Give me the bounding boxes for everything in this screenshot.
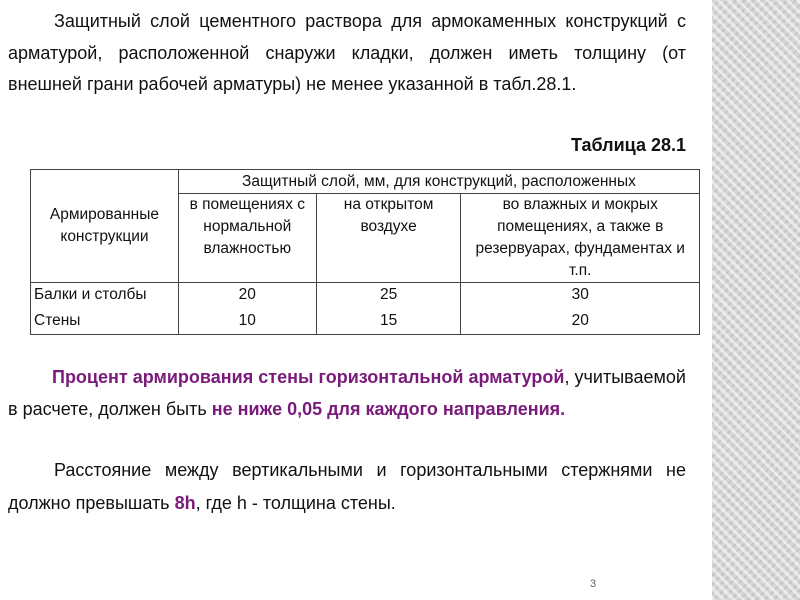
cell-value: 10 [178, 310, 316, 335]
reinforcement-percent-paragraph [8, 361, 686, 425]
highlight-text: Процент армирования стены горизонтальной арматурой [52, 367, 565, 387]
protective-layer-table [30, 169, 700, 335]
page-number: 3 [590, 578, 597, 590]
subheader-wet-rooms: во влажных и мокрых помещениях, а также в резервуарах, фундаментах и т.п. [461, 194, 700, 283]
cell-value: 15 [316, 310, 461, 335]
decorative-side-strip [712, 0, 800, 600]
subheader-open-air: на открытом воздухе [316, 194, 461, 283]
cell-value: 30 [461, 283, 700, 311]
table-header-row [31, 170, 700, 194]
intro-paragraph: Защитный слой цементного раствора для армокаменных конструкций с арматурой, расположенной снаружи кладки, должен иметь толщину (от внешней грани рабочей арматуры) не менее указанной в табл.28.1. [8, 11, 686, 94]
table-title: Таблица 28.1 [570, 135, 686, 155]
body-text: Расстояние между вертикальными и горизонтальными стержнями не должно превышать [8, 460, 686, 513]
row-label: Стены [31, 310, 179, 335]
subheader-normal-humidity: в помещениях с нормальной влажностью [178, 194, 316, 283]
header-reinforced-structures: Армированные конструкции [31, 170, 179, 283]
highlight-text: не ниже 0,05 для каждого направления. [211, 399, 566, 419]
cell-value: 25 [316, 283, 461, 311]
body-text: , учитываемой в расчете, должен быть [8, 367, 686, 419]
cell-value: 20 [178, 283, 316, 311]
row-label: Балки и столбы [31, 283, 179, 311]
header-protective-layer-group: Защитный слой, мм, для конструкций, расположенных [178, 170, 699, 194]
body-text: , где h - толщина стены. [195, 492, 396, 513]
bar-spacing-paragraph [8, 454, 686, 519]
cell-value: 20 [461, 310, 700, 335]
table-row [31, 283, 700, 311]
highlight-text: 8h [174, 492, 196, 513]
table-row [31, 310, 700, 335]
